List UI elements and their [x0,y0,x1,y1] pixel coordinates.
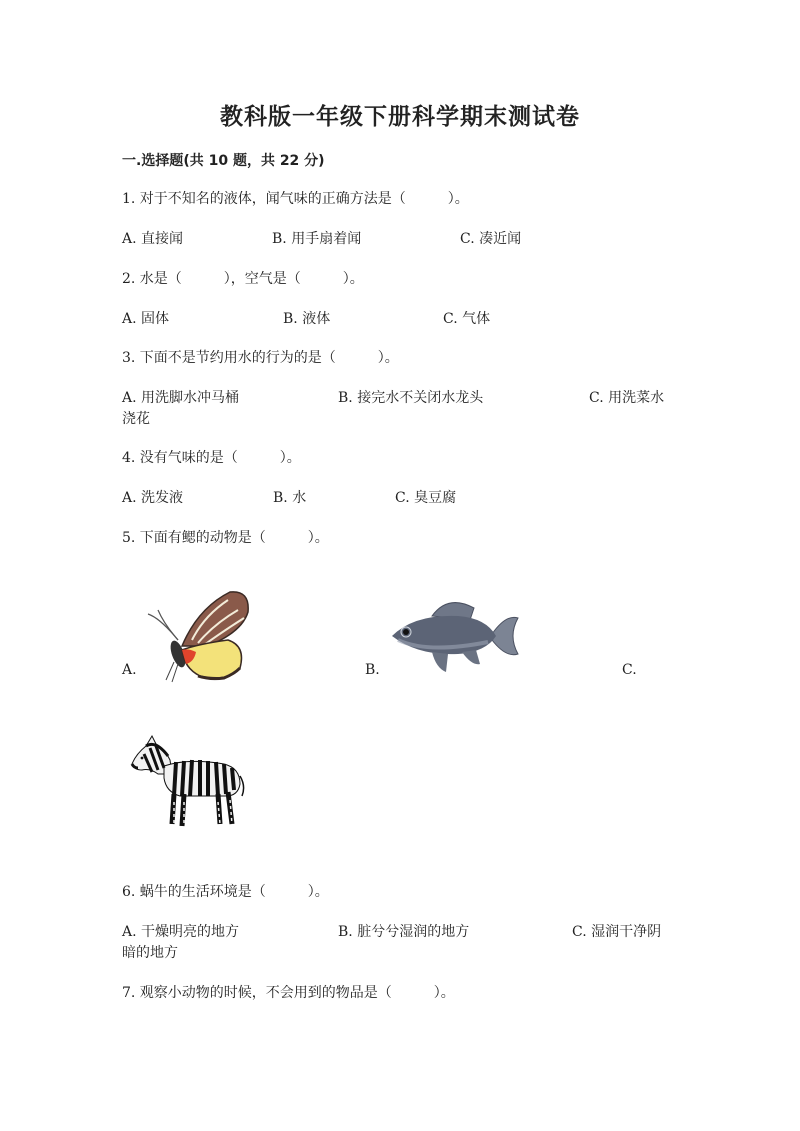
question-4-option-a[interactable]: A. 洗发液 [122,490,184,506]
question-3-option-c[interactable]: C. 用洗菜水 [589,390,665,406]
zebra-icon[interactable] [128,730,246,830]
question-3-option-b[interactable]: B. 接完水不关闭水龙头 [338,390,484,406]
question-5-stem: 5. 下面有鳃的动物是（ ）。 [122,530,329,546]
question-1-option-b[interactable]: B. 用手扇着闻 [272,231,362,247]
section-heading: 一.选择题(共 10 题，共 22 分) [122,153,325,169]
question-2-option-a[interactable]: A. 固体 [122,311,170,327]
question-5-option-b[interactable]: B. [365,662,380,678]
question-7-stem: 7. 观察小动物的时候，不会用到的物品是（ ）。 [122,985,455,1001]
butterfly-icon[interactable] [138,588,254,684]
question-6-option-b[interactable]: B. 脏兮兮湿润的地方 [338,924,470,940]
question-2-stem: 2. 水是（ ），空气是（ ）。 [122,271,364,287]
question-2-option-c[interactable]: C. 气体 [443,311,491,327]
question-1-option-c[interactable]: C. 凑近闻 [460,231,522,247]
fish-icon[interactable] [388,596,522,680]
question-6-option-c[interactable]: C. 湿润干净阴 [572,924,662,940]
question-6-option-a[interactable]: A. 干燥明亮的地方 [122,924,240,940]
page-title: 教科版一年级下册科学期末测试卷 [220,103,580,130]
question-3-option-c-continuation: 浇花 [122,411,150,427]
question-6-stem: 6. 蜗牛的生活环境是（ ）。 [122,884,329,900]
question-6-option-c-continuation: 暗的地方 [122,945,178,961]
question-1-stem: 1. 对于不知名的液体，闻气味的正确方法是（ ）。 [122,191,469,207]
question-4-stem: 4. 没有气味的是（ ）。 [122,450,301,466]
question-5-option-c[interactable]: C. [622,662,637,678]
question-2-option-b[interactable]: B. 液体 [283,311,331,327]
question-5-option-a[interactable]: A. [122,662,137,678]
question-3-option-a[interactable]: A. 用洗脚水冲马桶 [122,390,240,406]
question-4-option-b[interactable]: B. 水 [273,490,307,506]
question-1-option-a[interactable]: A. 直接闻 [122,231,184,247]
question-3-stem: 3. 下面不是节约用水的行为的是（ ）。 [122,350,399,366]
question-4-option-c[interactable]: C. 臭豆腐 [395,490,457,506]
